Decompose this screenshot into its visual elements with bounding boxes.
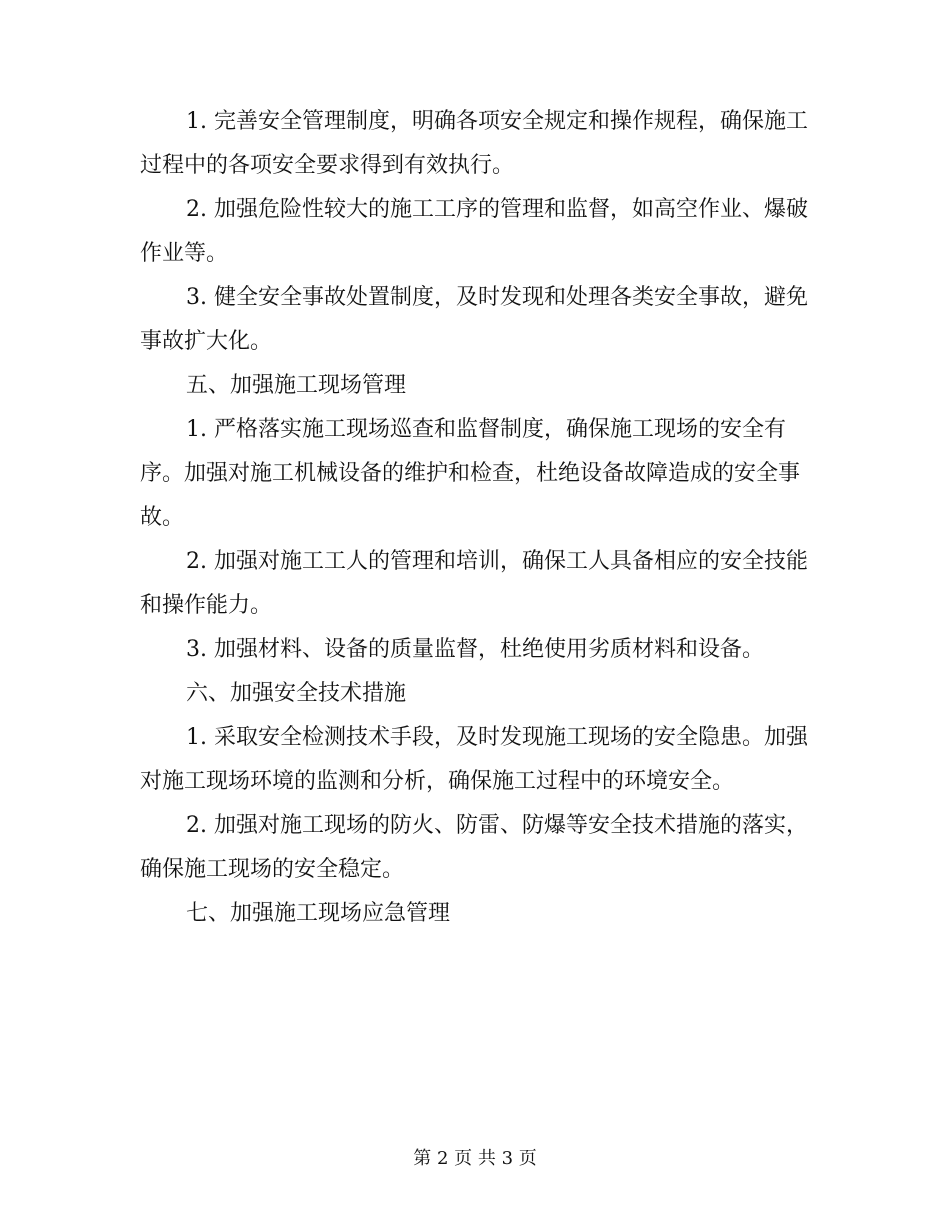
- section-heading-6: 六、加强安全技术措施: [186, 681, 407, 706]
- paragraph-4: 1. 严格落实施工现场巡查和监督制度，确保施工现场的安全有序。加强对施工机械设备的维护和检查，杜绝设备故障造成的安全事故。: [140, 417, 801, 530]
- paragraph-2: 2. 加强危险性较大的施工工序的管理和监督，如高空作业、爆破作业等。: [140, 197, 808, 266]
- document-body: [140, 100, 810, 936]
- section-heading-7: 七、加强施工现场应急管理: [186, 901, 451, 926]
- paragraph-3: 3. 健全安全事故处置制度，及时发现和处理各类安全事故，避免事故扩大化。: [140, 285, 808, 354]
- paragraph-5: 2. 加强对施工工人的管理和培训，确保工人具备相应的安全技能和操作能力。: [140, 549, 808, 618]
- paragraph-8: 2. 加强对施工现场的防火、防雷、防爆等安全技术措施的落实，确保施工现场的安全稳定。: [140, 813, 808, 882]
- paragraph-1: 1. 完善安全管理制度，明确各项安全规定和操作规程，确保施工过程中的各项安全要求得到有效执行。: [140, 109, 808, 178]
- section-heading-5: 五、加强施工现场管理: [186, 373, 407, 398]
- paragraph-6: 3. 加强材料、设备的质量监督，杜绝使用劣质材料和设备。: [186, 637, 764, 662]
- paragraph-7: 1. 采取安全检测技术手段，及时发现施工现场的安全隐患。加强对施工现场环境的监测和分析，确保施工过程中的环境安全。: [140, 725, 808, 794]
- page-number-footer: 第 2 页 共 3 页: [413, 1148, 537, 1169]
